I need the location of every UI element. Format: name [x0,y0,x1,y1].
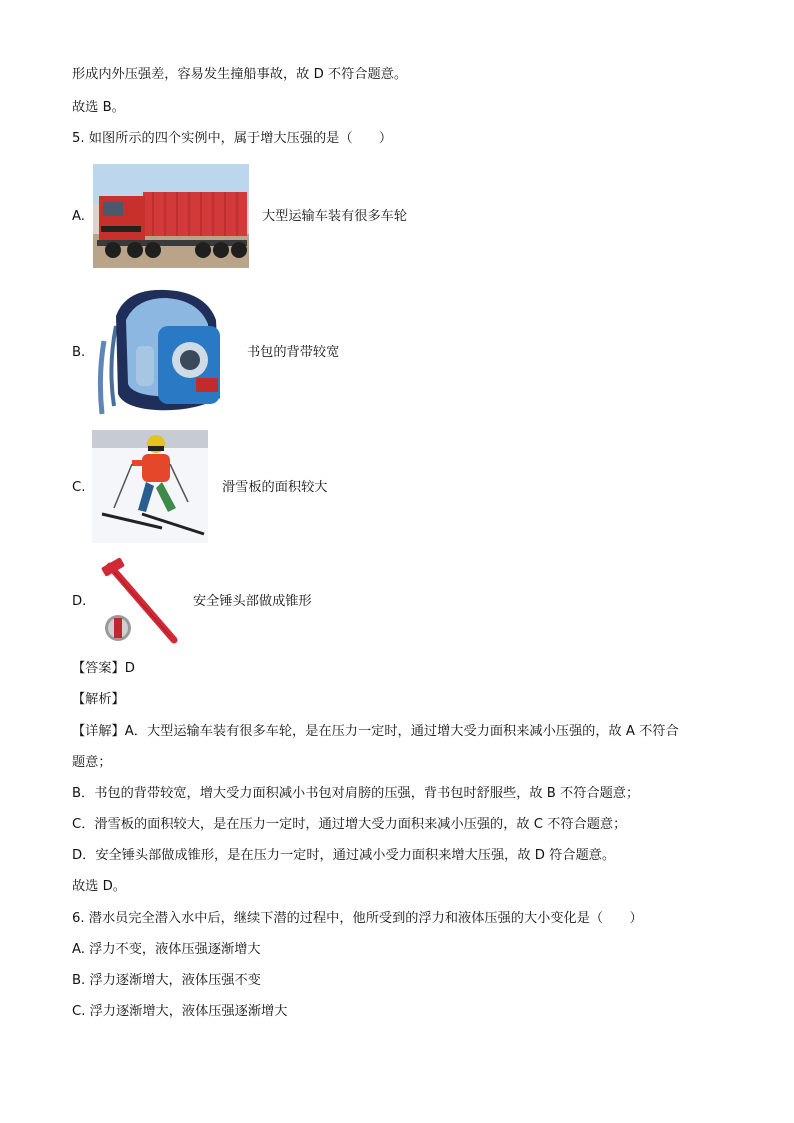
option-c-text: 滑雪板的面积较大 [222,480,328,495]
q6-option-b: B. 浮力逐渐增大，液体压强不变 [72,973,261,988]
option-b-text: 书包的背带较宽 [247,345,340,360]
backpack-image [96,286,230,416]
question-5-stem: 5. 如图所示的四个实例中，属于增大压强的是（ ） [72,131,393,146]
option-c-letter: C. [72,480,86,495]
safety-hammer-image [94,556,182,646]
question-6-stem: 6. 潜水员完全潜入水中后，继续下潜的过程中，他所受到的浮力和液体压强的大小变化是（ ） [72,911,643,926]
skier-image [92,430,208,543]
analysis-title: 【解析】 [72,692,125,707]
text-line: 故选 B。 [72,100,125,115]
q6-option-c: C. 浮力逐渐增大，液体压强逐渐增大 [72,1004,288,1019]
detail-line: D．安全锤头部做成锥形，是在压力一定时，通过减小受力面积来增大压强，故 D 符合题意。 [72,848,616,863]
option-d-letter: D. [72,594,87,609]
option-d-text: 安全锤头部做成锥形 [193,594,312,609]
truck-image [93,164,249,268]
conclusion-line: 故选 D。 [72,879,126,894]
option-a-letter: A. [72,209,85,224]
answer-label: 【答案】D [72,661,135,676]
detail-line: 【详解】A．大型运输车装有很多车轮，是在压力一定时，通过增大受力面积来减小压强的，故 A 不符合 [72,724,679,739]
detail-line: 题意； [72,755,112,770]
q6-option-a: A. 浮力不变，液体压强逐渐增大 [72,942,261,957]
option-b-letter: B. [72,345,86,360]
option-a-text: 大型运输车装有很多车轮 [262,209,408,224]
detail-line: B．书包的背带较宽，增大受力面积减小书包对肩膀的压强，背书包时舒服些，故 B 不符合题意； [72,786,640,801]
detail-line: C．滑雪板的面积较大，是在压力一定时，通过增大受力面积来减小压强的，故 C 不符合题意； [72,817,627,832]
text-line: 形成内外压强差，容易发生撞船事故，故 D 不符合题意。 [72,67,408,82]
